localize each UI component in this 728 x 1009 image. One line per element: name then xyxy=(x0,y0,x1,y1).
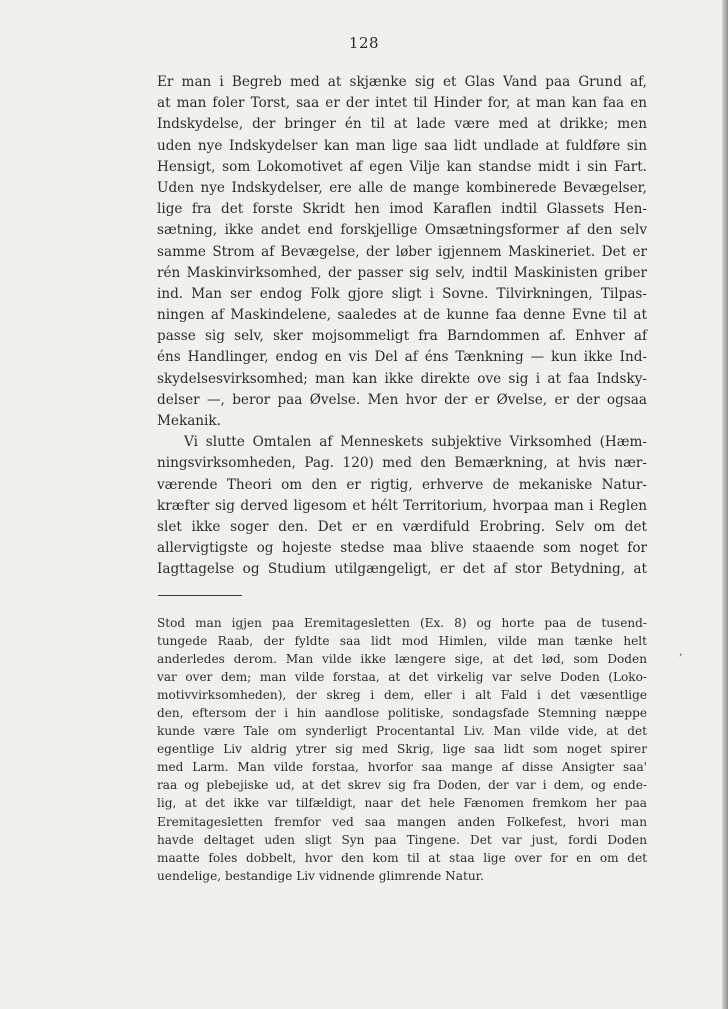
body-line: passe sig selv, sker mojsommeligt fra Barndommen af. Enhver af xyxy=(157,328,647,345)
footnote-line: Stod man igjen paa Eremitagesletten (Ex. 8) og horte paa de tusend- xyxy=(157,616,647,630)
page-number: 128 xyxy=(348,34,380,52)
body-line: slet ikke soger den. Det er en værdifuld Erobring. Selv om det xyxy=(157,518,647,535)
body-line: skydelsesvirksomhed; man kan ikke direkte ove sig i at faa Indsky- xyxy=(157,370,647,387)
footnote-line: var over dem; man vilde forstaa, at det virkelig var selve Doden (Loko- xyxy=(157,670,647,685)
page-edge-shadow xyxy=(722,0,728,1009)
body-line: lige fra det forste Skridt hen imod Karaflen indtil Glassets Hen- xyxy=(157,201,647,218)
footnote-line: med Larm. Man vilde forstaa, hvorfor saa mange af disse Ansigter saa' xyxy=(157,760,647,775)
body-line: Indskydelse, der bringer én til at lade være med at drikke; men xyxy=(157,116,647,133)
footnote-line: den, eftersom der i hin aandlose politiske, sondagsfade Stemning næppe xyxy=(157,706,647,721)
footnote-line: Eremitagesletten fremfor ved saa mangen anden Folkefest, hvori man xyxy=(157,814,647,829)
footnote-line: havde deltaget uden sligt Syn paa Tingene. Det var just, fordi Doden xyxy=(157,832,647,847)
body-line: ningen af Maskindelene, saaledes at de kunne faa denne Evne til at xyxy=(157,307,647,324)
body-line: Iagttagelse og Studium utilgængeligt, er det af stor Betydning, at xyxy=(157,561,647,578)
footnote-line: kunde være Tale om synderligt Procentantal Liv. Man vilde vide, at det xyxy=(157,724,647,739)
body-line: Uden nye Indskydelser, ere alle de mange kombinerede Bevægelser, xyxy=(157,179,647,196)
footnote-line: egentlige Liv aldrig ytrer sig med Skrig, lige saa lidt som noget spirer xyxy=(157,742,647,757)
footnote-line: lig, at det ikke var tilfældigt, naar det hele Fænomen fremkom her paa xyxy=(157,796,647,811)
body-line: éns Handlinger, endog en vis Del af éns Tænkning — kun ikke Ind- xyxy=(157,349,647,366)
body-line: at man foler Torst, saa er der intet til Hinder for, at man kan faa en xyxy=(157,95,647,112)
body-line: delser —, beror paa Øvelse. Men hvor der er Øvelse, er der ogsaa xyxy=(157,391,647,408)
footnote-line: motivvirksomheden), der skreg i dem, eller i alt Fald i det væsentlige xyxy=(157,688,647,703)
footnote xyxy=(157,614,647,885)
main-text xyxy=(157,72,647,581)
footnote-line: tungede Raab, der fyldte saa lidt mod Himlen, vilde man tænke helt xyxy=(157,634,647,649)
body-line: sætning, ikke andet end forskjellige Omsætningsformer af den selv xyxy=(157,222,647,239)
footnote-divider xyxy=(158,595,242,596)
margin-mark: , xyxy=(679,644,683,658)
footnote-line: raa og plebejiske ud, at det skrev sig fra Doden, der var i dem, og ende- xyxy=(157,778,647,793)
footnote-line: uendelige, bestandige Liv vidnende glimrende Natur. xyxy=(157,868,484,883)
body-line: Hensigt, som Lokomotivet af egen Vilje kan standse midt i sin Fart. xyxy=(157,158,647,175)
footnote-line: anderledes derom. Man vilde ikke længere sige, at det lød, som Doden xyxy=(157,652,647,667)
body-line: samme Strom af Bevægelse, der løber igjennem Maskineriet. Det er xyxy=(157,243,647,260)
footnote-line: maatte foles dobbelt, hvor den kom til at staa lige over for en om det xyxy=(157,850,647,865)
body-line: Vi slutte Omtalen af Menneskets subjektive Virksomhed (Hæm- xyxy=(184,434,647,451)
body-line: ind. Man ser endog Folk gjore sligt i Sovne. Tilvirkningen, Tilpas- xyxy=(157,285,647,302)
body-line: Mekanik. xyxy=(157,413,221,429)
body-line: værende Theori om den er rigtig, erhverve de mekaniske Natur- xyxy=(157,476,647,493)
body-line: ningsvirksomheden, Pag. 120) med den Bemærkning, at hvis nær- xyxy=(157,455,647,472)
body-line: kræfter sig derved ligesom et hélt Territorium, hvorpaa man i Reglen xyxy=(157,497,647,514)
body-line: rén Maskinvirksomhed, der passer sig selv, indtil Maskinisten griber xyxy=(157,264,647,281)
body-line: Er man i Begreb med at skjænke sig et Glas Vand paa Grund af, xyxy=(157,74,647,90)
body-line: uden nye Indskydelser kan man lige saa lidt undlade at fuldføre sin xyxy=(157,137,647,154)
body-line: allervigtigste og hojeste stedse maa blive staaende som noget for xyxy=(157,540,647,557)
